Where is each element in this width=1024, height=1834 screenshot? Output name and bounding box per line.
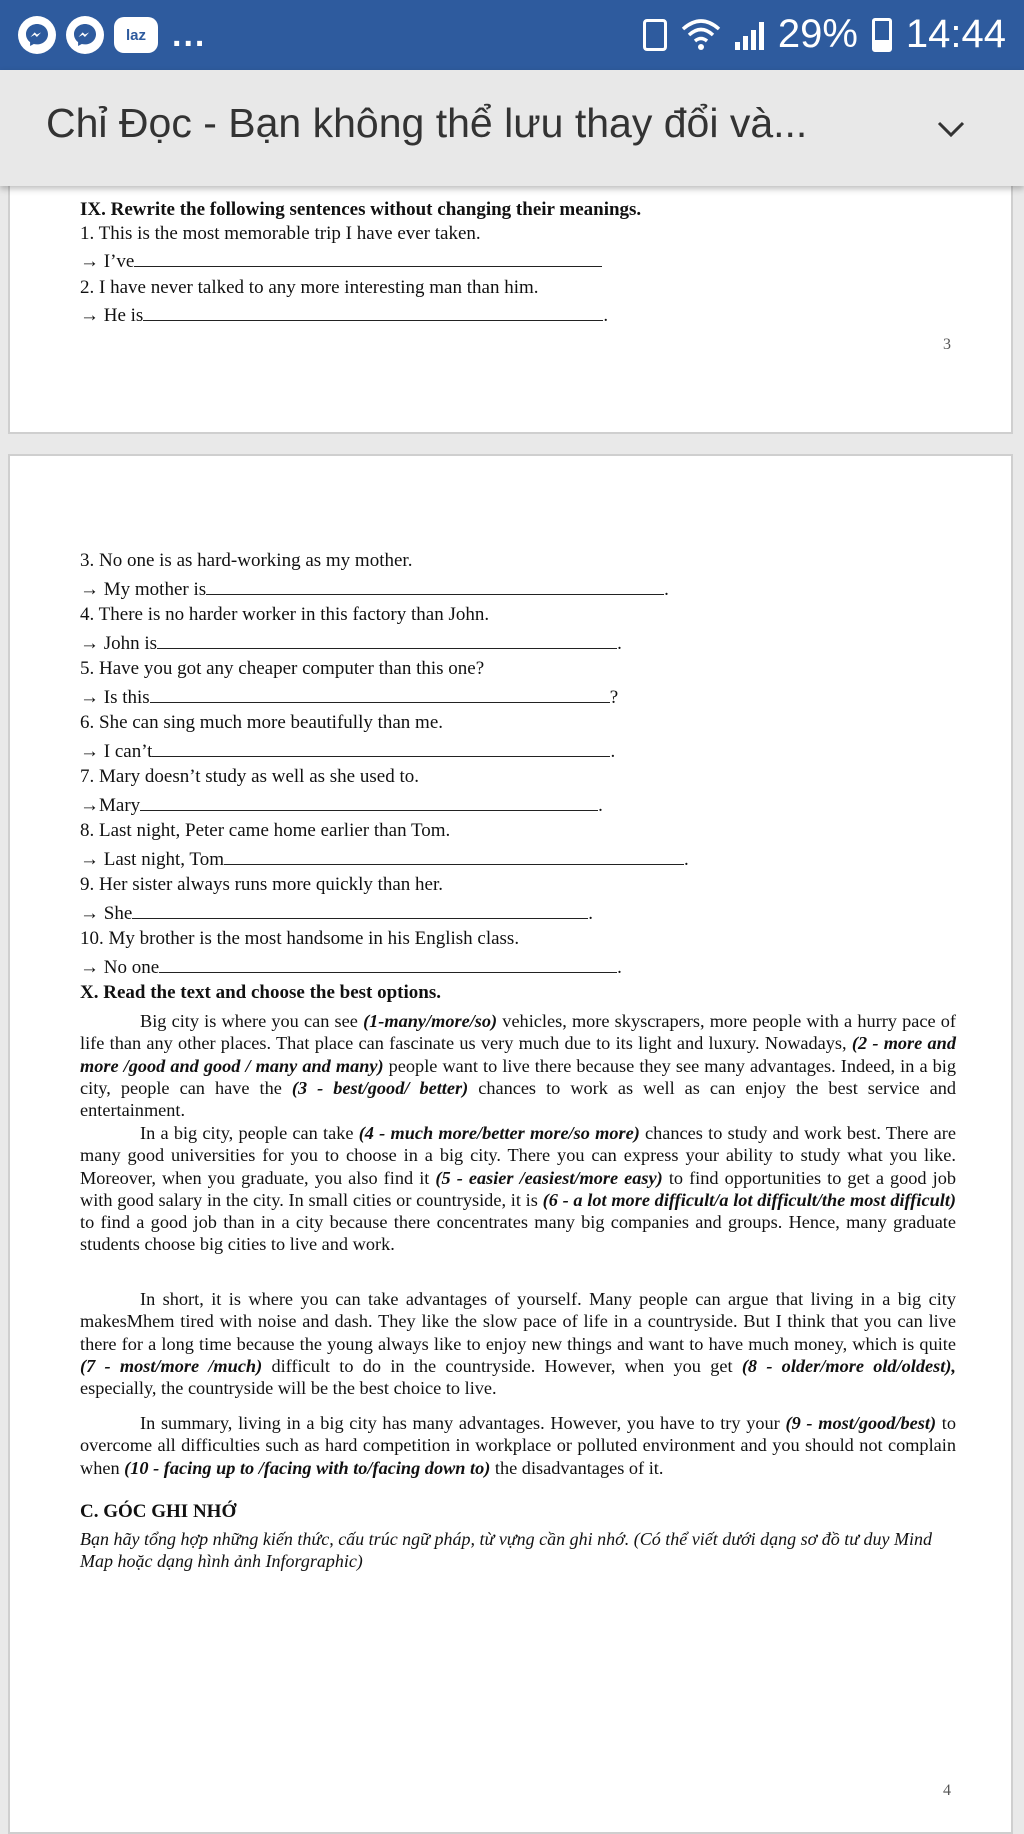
exercise-question: 5. Have you got any cheaper computer than this one? <box>80 658 485 679</box>
option-blank-4: (4 - much more/better more/so more) <box>358 1123 640 1143</box>
option-blank-9: (9 - most/good/best) <box>785 1413 937 1433</box>
answer-end: . <box>603 305 609 326</box>
exercise-question: 3. No one is as hard-working as my mother. <box>80 550 413 571</box>
answer-end: . <box>664 579 669 600</box>
answer-prompt: → No one <box>80 957 160 978</box>
signal-icon <box>735 20 764 50</box>
exercise-question: 8. Last night, Peter came home earlier than Tom. <box>80 820 451 841</box>
answer-prompt: → Last night, Tom <box>80 849 224 870</box>
answer-prompt: → Is this <box>80 687 150 708</box>
exercise-answer <box>80 248 602 274</box>
answer-blank <box>143 302 603 321</box>
messenger-icon <box>66 16 104 54</box>
exercise-question: 4. There is no harder worker in this factory than John. <box>80 604 490 625</box>
exercise-question: 7. Mary doesn’t study as well as she used to. <box>80 766 419 787</box>
notification-icons <box>18 16 206 54</box>
answer-end: . <box>617 633 622 654</box>
page-title: Chỉ Đọc - Bạn không thể lưu thay đổi và... <box>46 100 808 146</box>
answer-blank <box>206 576 664 595</box>
answer-blank <box>152 738 610 757</box>
answer-prompt: → He is <box>80 305 144 326</box>
answer-prompt: →Mary <box>80 795 141 816</box>
exercise-answer <box>80 630 622 656</box>
reading-paragraph-1: Big city is where you can see (1-many/more/so) vehicles, more skyscrapers, more people with a hurry pace of life than any other places. That place can fascinate us very much due to its light and luxury. Nowadays, (2 - more and more /good and good / many and many) people want to live there because they see many advantages. Indeed, in a big city, people can have the (3 - best/good/ better) chances to work as well as can enjoy the best service and entertainment. <box>80 1011 956 1121</box>
wifi-icon <box>681 17 721 53</box>
chevron-down-icon[interactable] <box>936 114 966 144</box>
answer-prompt: → I’ve <box>80 251 135 272</box>
option-blank-8: (8 - older/more old/oldest), <box>741 1355 956 1376</box>
document-title-bar <box>0 70 1024 186</box>
exercise-answer <box>80 302 608 328</box>
exercise-answer <box>80 900 593 926</box>
exercise-answer <box>80 738 615 764</box>
exercise-question: 10. My brother is the most handsome in his English class. <box>80 928 520 949</box>
security-icon <box>643 19 667 51</box>
option-blank-10: (10 - facing up to /facing with to/facing down to) <box>124 1457 491 1478</box>
answer-end: . <box>610 741 616 762</box>
answer-end: ? <box>609 687 619 708</box>
option-blank-7: (7 - most/more /much) <box>80 1355 263 1376</box>
status-bar <box>0 0 1024 70</box>
section-x-title: X. Read the text and choose the best options. <box>80 982 441 1003</box>
exercise-answer <box>80 576 669 602</box>
exercise-question: 6. She can sing much more beautifully than me. <box>80 712 444 733</box>
exercise-question: 1. This is the most memorable trip I have ever taken. <box>80 223 481 244</box>
note-instruction: Bạn hãy tổng hợp những kiến thức, cấu trúc ngữ pháp, từ vựng cần ghi nhớ. (Có thể viết dưới dạng sơ đồ tư duy Mind Map hoặc dạng hình ảnh Inforgraphic) <box>80 1529 933 1571</box>
answer-blank <box>150 684 610 703</box>
section-c-title: C. GÓC GHI NHỚ <box>80 1501 237 1522</box>
exercise-question: 2. I have never talked to any more interesting man than him. <box>80 277 539 298</box>
clock: 14:44 <box>905 12 1006 56</box>
page-number: 4 <box>943 1782 951 1799</box>
system-status <box>643 12 1006 57</box>
messenger-icon <box>18 16 56 54</box>
document-page-3[interactable] <box>8 150 1013 434</box>
page-number: 3 <box>943 336 951 353</box>
answer-prompt: → My mother is <box>80 579 207 600</box>
battery-percent: 29% <box>777 12 858 56</box>
answer-end: . <box>598 795 603 816</box>
answer-end: . <box>588 903 593 924</box>
exercise-answer <box>80 792 603 818</box>
answer-blank <box>140 792 598 811</box>
answer-end: . <box>683 849 689 870</box>
option-blank-5: (5 - easier /easiest/more easy) <box>435 1167 663 1188</box>
option-blank-6: (6 - a lot more difficult/a lot difficult/the most difficult) <box>542 1189 957 1210</box>
answer-blank <box>132 900 588 919</box>
answer-blank <box>134 248 602 267</box>
answer-prompt: → I can’t <box>80 741 153 762</box>
section-ix-title: IX. Rewrite the following sentences without changing their meanings. <box>80 199 642 220</box>
reading-paragraph-4: In summary, living in a big city has many advantages. However, you have to try your (9 - most/good/best) to overcome all difficulties such as hard competition in workplace or polluted environment and you should not complain when (10 - facing up to /facing with to/facing down to) the disadvantages of it. <box>80 1413 956 1478</box>
exercise-question: 9. Her sister always runs more quickly than her. <box>80 874 444 895</box>
exercise-answer <box>80 846 689 872</box>
answer-prompt: → John is <box>80 633 158 654</box>
lazada-icon: laz <box>114 17 158 53</box>
option-blank-2: (2 - more and more /good and good / many and many) <box>80 1033 956 1076</box>
answer-blank <box>157 630 617 649</box>
exercise-answer <box>80 684 618 710</box>
answer-prompt: → She <box>80 903 133 924</box>
answer-end: . <box>617 957 622 978</box>
option-blank-3: (3 - best/good/ better) <box>291 1077 469 1098</box>
more-notifications: ... <box>172 16 207 54</box>
answer-blank <box>159 954 617 973</box>
battery-icon <box>872 18 892 52</box>
answer-blank <box>224 846 684 865</box>
reading-paragraph-3: In short, it is where you can take advantages of yourself. Many people can argue that living in a big city makesMhem tired with noise and dash. They like the slow pace of life in a countryside. But I think that you can live there for a long time because the young always like to enjoy new things and want to have much money, which is quite (7 - most/more /much) difficult to do in the countryside. However, when you get (8 - older/more old/oldest), especially, the countryside will be the best choice to live. <box>80 1289 956 1399</box>
exercise-answer <box>80 954 622 980</box>
document-page-4[interactable] <box>8 454 1013 1834</box>
option-blank-1: (1-many/more/so) <box>363 1011 498 1031</box>
reading-paragraph-2: In a big city, people can take (4 - much more/better more/so more) chances to study and work best. There are many good universities for you to choose in a big city. There you can express your ability to study what you like. Moreover, when you graduate, you also find it (5 - easier /easiest/more easy) to find opportunities to get a good job with good salary in the city. In small cities or countryside, it is (6 - a lot more difficult/a lot difficult/the most difficult) to find a good job than in a city because there concentrates many big companies and groups. Hence, many graduate students choose big cities to live and work. <box>80 1123 957 1255</box>
